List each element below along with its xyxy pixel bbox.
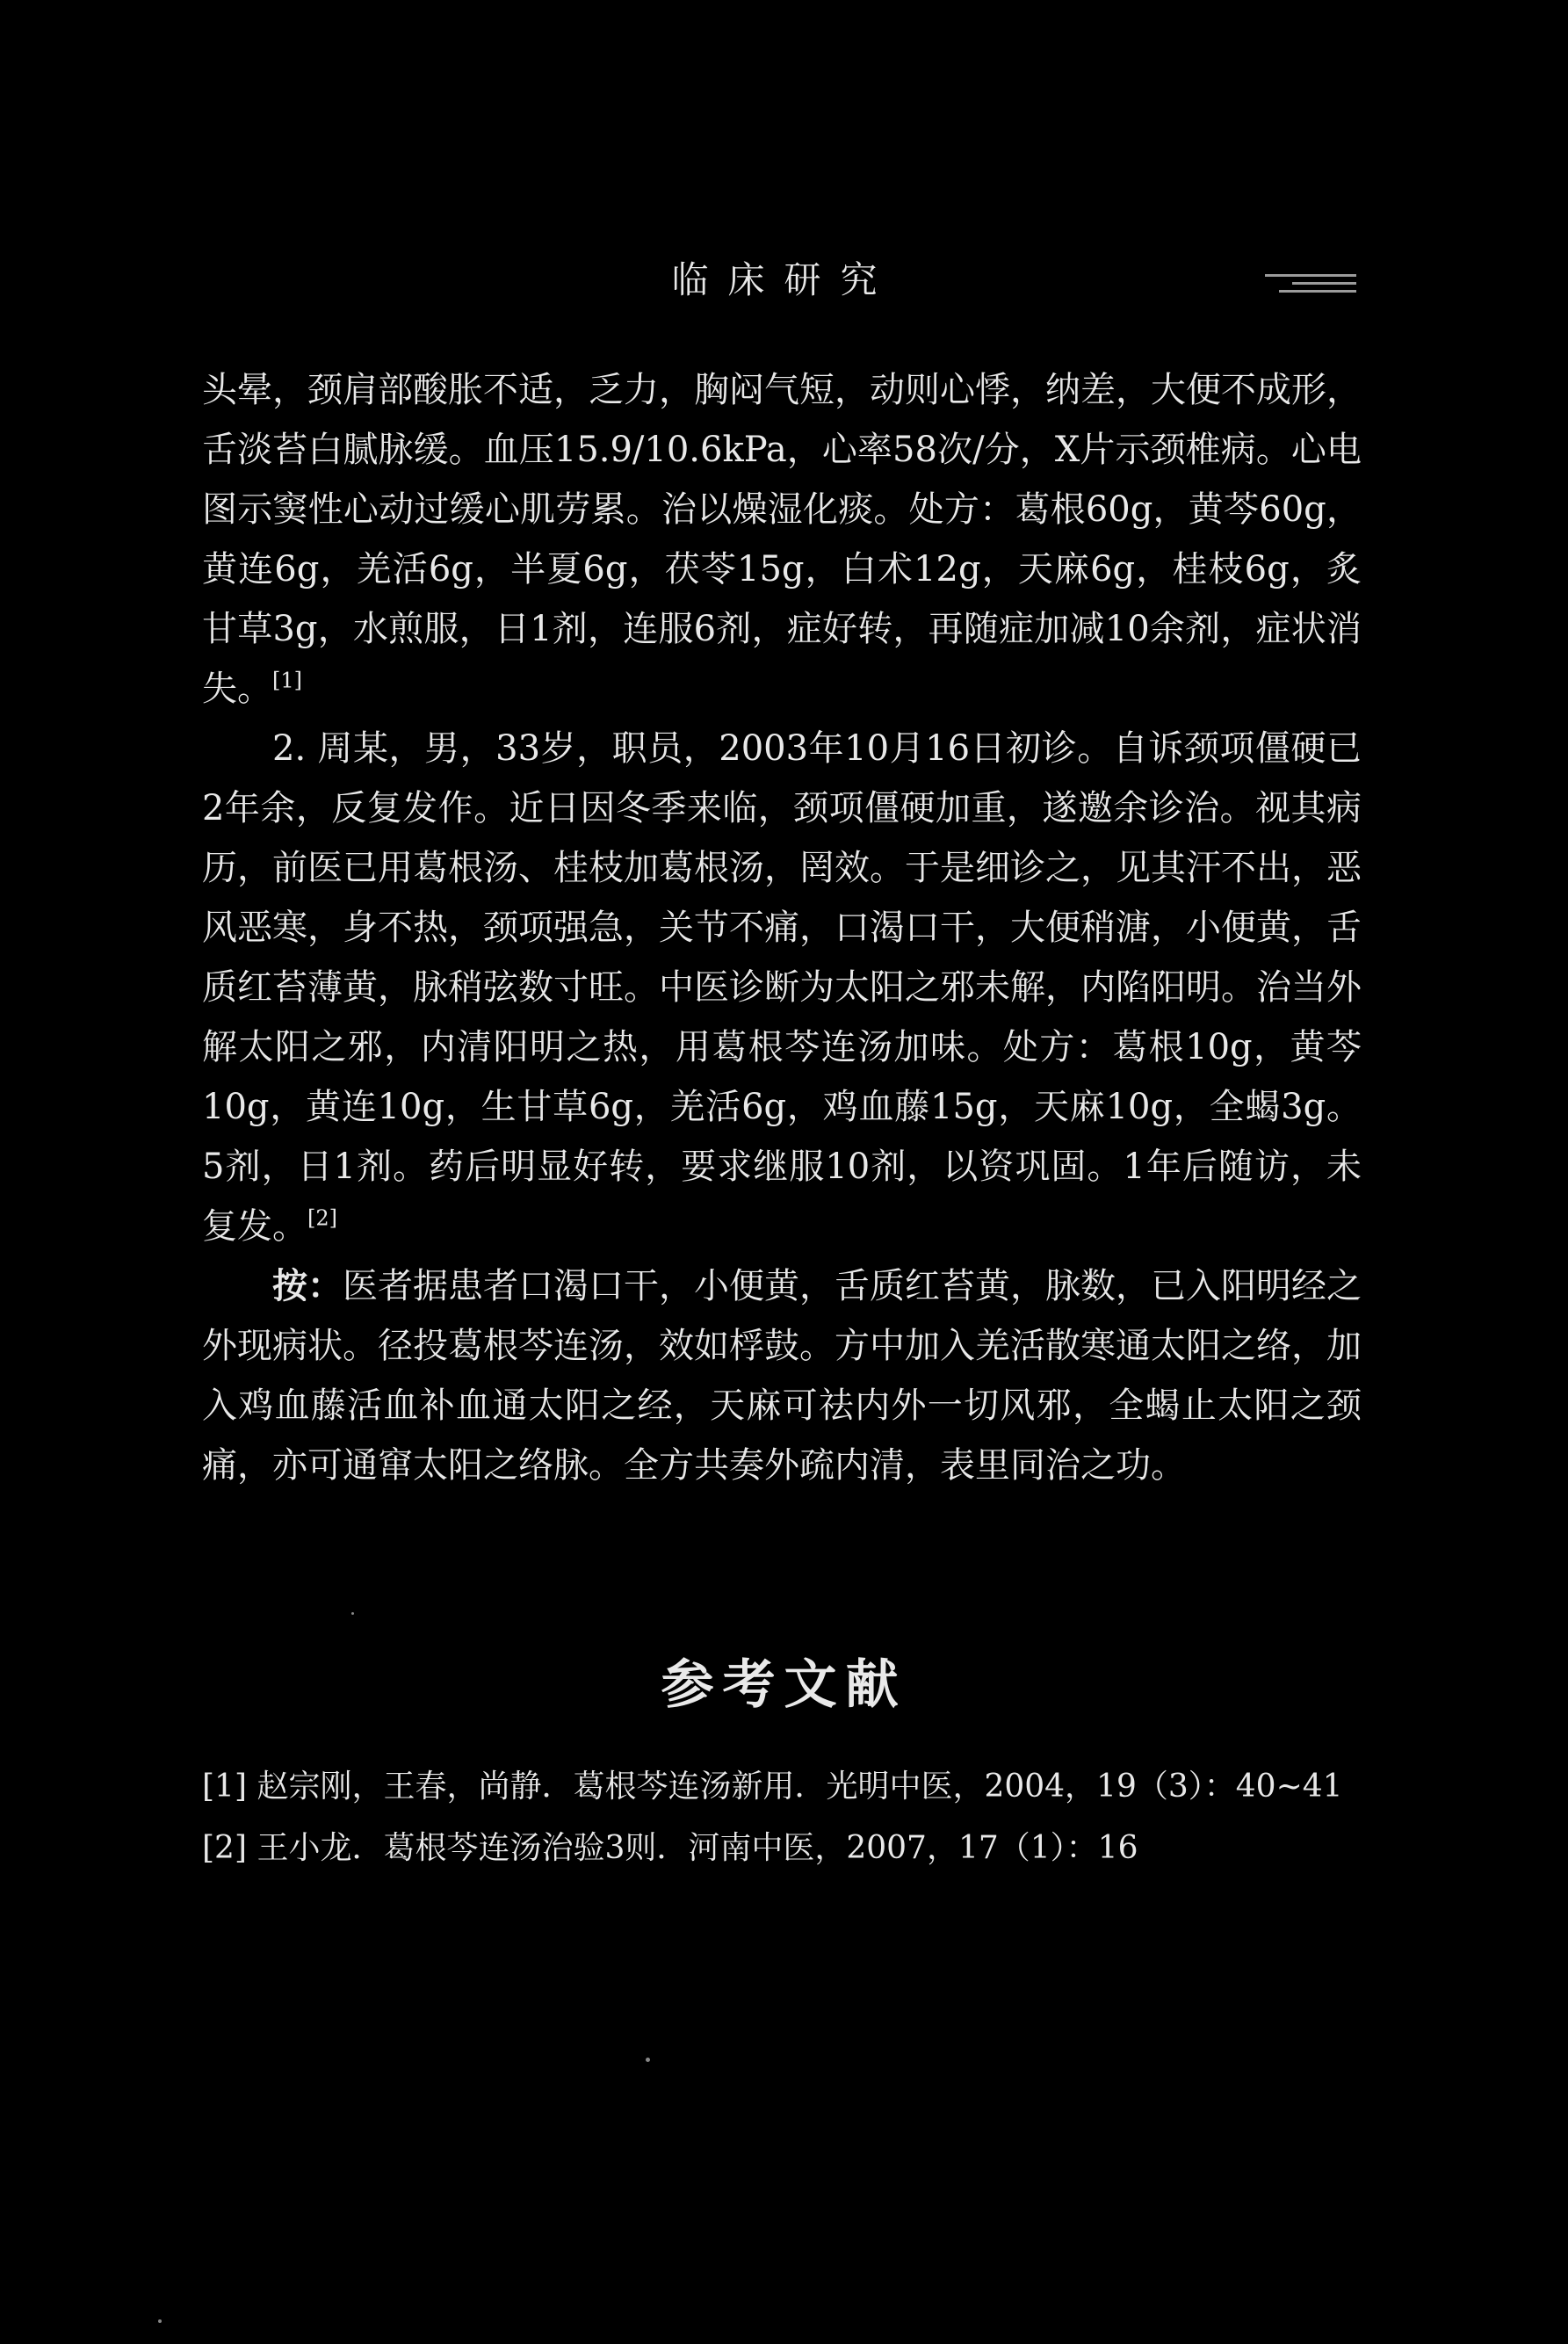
reference-item: [2] 王小龙．葛根芩连汤治验3则．河南中医，2007，17（1）：16 bbox=[202, 1830, 1138, 1866]
paragraph-case-1 bbox=[202, 360, 1362, 719]
reference-item: [1] 赵宗刚，王春，尚静．葛根芩连汤新用．光明中医，2004，19（3）：40~41 bbox=[202, 1769, 1343, 1805]
paragraph-note bbox=[202, 1256, 1362, 1495]
scan-speck bbox=[351, 1612, 354, 1615]
references-list bbox=[202, 1762, 1362, 1885]
paragraph-case-2 bbox=[202, 719, 1362, 1256]
scan-speck bbox=[158, 2319, 162, 2323]
scan-speck bbox=[646, 2058, 650, 2062]
section-header: 临床研究 bbox=[671, 258, 897, 301]
note-text: 医者据患者口渴口干，小便黄，舌质红苔黄，脉数，已入阳明经之外现病状。径投葛根芩连汤，效如桴鼓。方中加入羌活散寒通太阳之络，加入鸡血藤活血补血通太阳之经，天麻可祛内外一切风邪，全蝎止太阳之颈痛，亦可通窜太阳之络脉。全方共奏外疏内清，表里同治之功。 bbox=[202, 1266, 1362, 1486]
references-title: 参考文献 bbox=[661, 1654, 907, 1716]
header-decoration bbox=[1265, 274, 1356, 300]
case-1-text: 头晕，颈肩部酸胀不适，乏力，胸闷气短，动则心悸，纳差，大便不成形，舌淡苔白腻脉缓。血压15.9/10.6kPa，心率58次/分，X片示颈椎病。心电图示窦性心动过缓心肌劳累。治以燥湿化痰。处方：葛根60g，黄芩60g，黄连6g，羌活6g，半夏6g，茯苓15g，白术12g，天麻6g，桂枝6g，炙甘草3g，水煎服，日1剂，连服6剂，症好转，再随症加减10余剂，症状消失。 bbox=[202, 370, 1362, 709]
citation-1: [1] bbox=[272, 668, 302, 693]
article-body bbox=[202, 360, 1362, 1495]
case-2-text: 2. 周某，男，33岁，职员，2003年10月16日初诊。自诉颈项僵硬已2年余，反复发作。近日因冬季来临，颈项僵硬加重，遂邀余诊治。视其病历，前医已用葛根汤、桂枝加葛根汤，罔效。于是细诊之，见其汗不出，恶风恶寒，身不热，颈项强急，关节不痛，口渴口干，大便稍溏，小便黄，舌质红苔薄黄，脉稍弦数寸旺。中医诊断为太阳之邪未解，内陷阳明。治当外解太阳之邪，内清阳明之热，用葛根芩连汤加味。处方：葛根10g，黄芩10g，黄连10g，生甘草6g，羌活6g，鸡血藤15g，天麻10g，全蝎3g。5剂，日1剂。药后明显好转，要求继服10剂，以资巩固。1年后随访，未复发。 bbox=[202, 728, 1362, 1247]
citation-2: [2] bbox=[307, 1205, 337, 1231]
note-label: 按： bbox=[272, 1265, 343, 1306]
